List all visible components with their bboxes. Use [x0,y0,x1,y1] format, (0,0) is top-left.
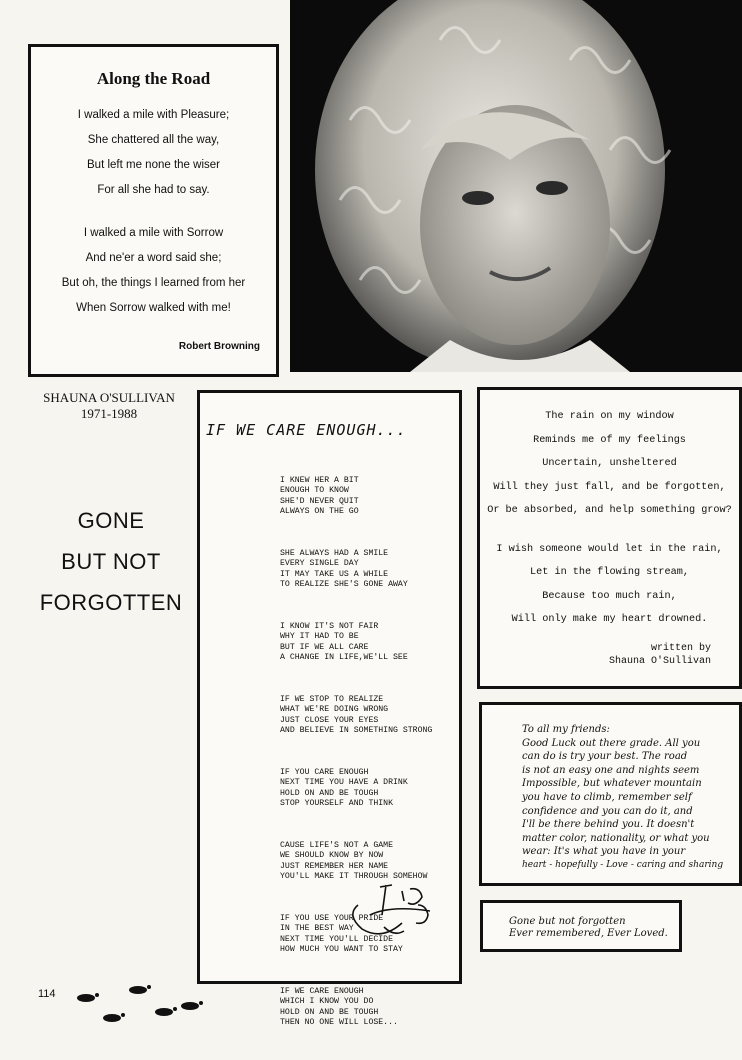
poem-rain-on-window [477,387,742,689]
poem-line: Let in the flowing stream, [530,567,689,578]
poem-line: And ne'er a word said she; [85,252,222,264]
poem-along-the-road [28,44,279,377]
poem-line: IF YOU CARE ENOUGH [280,767,369,777]
gone-but-not-forgotten-heading [22,500,200,623]
heading-line: GONE [77,508,145,533]
note-line: Ever remembered, Ever Loved. [509,928,668,939]
poem-line: IF YOU USE YOUR PRIDE [280,914,384,923]
poem-line: JUST CLOSE YOUR EYES [280,715,379,725]
poem-line: Reminds me of my feelings [533,434,686,446]
stanza [280,987,432,1029]
credit-line: written by [650,643,711,654]
poem-line: ALWAYS ON THE GO [280,507,359,517]
poem-line: THEN NO ONE WILL LOSE... [280,1018,398,1028]
note-line: you have to climb, remember self [522,791,692,803]
note-line: wear: It's what you have in your [522,846,686,858]
poem-line: IN THE BEST WAY [280,924,354,934]
note-line: heart - hopefully - Love - caring and sharing [522,859,724,870]
poem-line: HOLD ON AND BE TOUGH [280,1007,379,1017]
note-line: Good Luck out there grade. All you [522,737,701,749]
stanza-gap [480,523,739,538]
footprints-icon [72,978,212,1028]
poem-author: Robert Browning [178,341,260,352]
stanza-gap [31,203,276,221]
poem-line: Will only make my heart drowned. [511,614,708,625]
note-line: matter color, nationality, or what you [522,832,710,844]
poem-line: STOP YOURSELF AND THINK [280,799,394,809]
note-line: is not an easy one and nights seem [522,764,700,776]
signature [340,875,450,945]
page-number: 114 [38,988,56,1000]
poem-line: AND BELIEVE IN SOMETHING STRONG [280,726,433,736]
poem-line: I wish someone would let in the rain, [496,543,723,555]
poem-line: YOU'LL MAKE IT THROUGH SOMEHOW [280,872,428,882]
remembrance-note [480,900,682,952]
poem-line: WHICH I KNOW YOU DO [280,997,374,1007]
memorial-name: SHAUNA O'SULLIVAN [43,390,175,405]
note-line: Gone but not forgotten [509,916,626,927]
portrait-photo [290,0,742,372]
stanza [280,622,432,664]
note-line: I'll be there behind you. It doesn't [522,819,695,831]
poem-line: The rain on my window [545,411,674,422]
poem-credit [609,642,711,668]
poem-line: Uncertain, unsheltered [542,458,677,469]
note-line: confidence and you can do it, and [522,805,693,817]
poem-line: HOLD ON AND BE TOUGH [280,788,379,798]
poem-line: She chattered all the way, [87,134,220,146]
poem-line: NEXT TIME YOU'LL DECIDE [280,934,394,944]
poem-line: I walked a mile with Sorrow [83,227,224,239]
poem-line: IF WE CARE ENOUGH [280,987,364,997]
poem-if-we-care-enough [197,390,462,1028]
poem-line: WE SHOULD KNOW BY NOW [280,851,384,861]
poem-title-handwritten: IF WE CARE ENOUGH... [206,421,407,439]
poem-line: Because too much rain, [542,590,677,602]
friends-note [479,702,742,886]
note-line: Impossible, but whatever mountain [522,778,702,790]
poem-line: IF WE STOP TO REALIZE [280,694,384,704]
poem-line: I KNEW HER A BIT [280,475,359,485]
poem-line: HOW MUCH YOU WANT TO STAY [280,945,403,955]
poem-line: IT MAY TAKE US A WHILE [280,569,389,579]
heading-line: FORGOTTEN [39,590,183,615]
poem-line: But left me none the wiser [87,159,220,171]
note-line: To all my friends: [522,724,610,735]
poem-line: BUT IF WE ALL CARE [280,642,369,652]
credit-line: Shauna O'Sullivan [608,656,711,667]
poem-line: For all she had to say. [97,184,210,196]
poem-line: When Sorrow walked with me! [76,302,231,314]
memorial-years: 1971-1988 [80,406,138,421]
poem-line: WHAT WE'RE DOING WRONG [280,705,389,715]
poem-body [280,455,432,1060]
stanza [280,476,432,518]
poem-line: SHE'D NEVER QUIT [280,496,359,506]
poem-line: Or be absorbed, and help something grow? [487,505,732,516]
poem-line: NEXT TIME YOU HAVE A DRINK [280,778,408,788]
heading-line: BUT NOT [61,549,161,574]
poem-line: JUST REMEMBER HER NAME [280,861,389,871]
poem-line: I KNOW IT'S NOT FAIR [280,621,379,631]
stanza [280,695,432,737]
note-line: can do is try your best. The road [522,751,688,763]
poem-line: But oh, the things I learned from her [61,277,246,289]
stanza [280,768,432,810]
poem-title: Along the Road [96,69,211,88]
poem-line: WHY IT HAD TO BE [280,632,359,642]
poem-line: ENOUGH TO KNOW [280,486,349,496]
stanza [280,549,432,591]
poem-line: EVERY SINGLE DAY [280,559,359,569]
poem-line: Will they just fall, and be forgotten, [493,481,726,493]
poem-line: SHE ALWAYS HAD A SMILE [280,548,389,558]
memorial-name-block [24,390,194,422]
poem-line: I walked a mile with Pleasure; [77,109,230,121]
poem-line: TO REALIZE SHE'S GONE AWAY [280,580,408,590]
poem-line: A CHANGE IN LIFE,WE'LL SEE [280,653,408,663]
poem-line: CAUSE LIFE'S NOT A GAME [280,840,394,850]
